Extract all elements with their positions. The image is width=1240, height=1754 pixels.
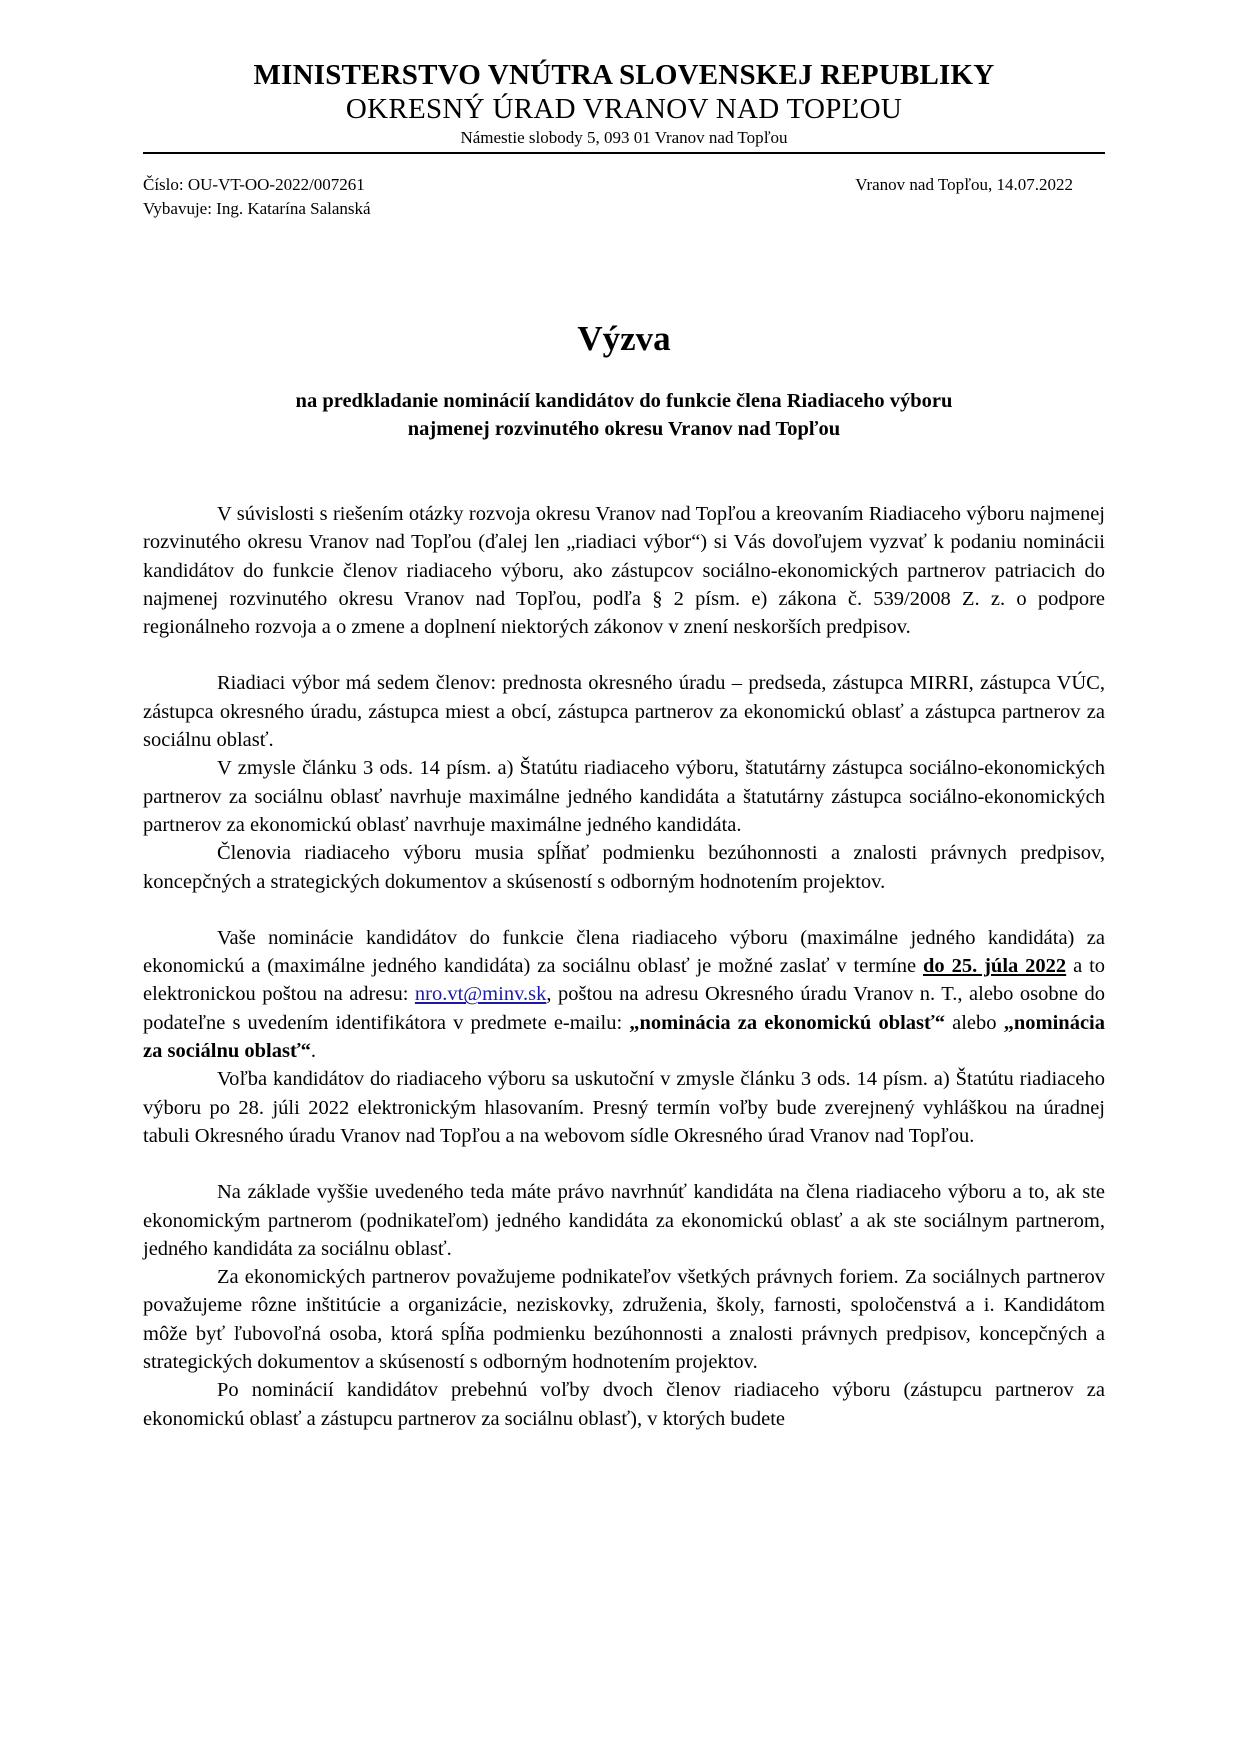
paragraph-8: Za ekonomických partnerov považujeme podnikateľov všetkých právnych foriem. Za sociálnych partnerov považujeme rôzne inštitúcie a organizácie, neziskovky, združenia, školy, farnosti, spoločenstvá a i. Kandidátom môže byť ľubovoľná osoba, ktorá spĺňa podmienku bezúhonnosti a znalosti právnych predpisov, koncepčných a strategických dokumentov a skúseností s odborným hodnotením projektov. (143, 1266, 1105, 1374)
ministry-name: MINISTERSTVO VNÚTRA SLOVENSKEJ REPUBLIKY (253, 59, 995, 91)
document-title: Výzva (577, 319, 671, 358)
document-subtitle (143, 387, 1105, 443)
subtitle-line-2: najmenej rozvinutého okresu Vranov nad Topľou (407, 418, 841, 440)
paragraph-5-text-a: Vaše nominácie kandidátov do funkcie člena riadiaceho výboru (maximálne jedného kandidáta) za ekonomickú a (maximálne jedného kandidáta) za sociálnu oblasť je možné zaslať v termíne (143, 926, 1105, 978)
document-meta (143, 173, 1105, 221)
letterhead (143, 58, 1105, 149)
paragraph-7: Na základe vyššie uvedeného teda máte právo navrhnúť kandidáta na člena riadiaceho výboru a to, ak ste ekonomickým partnerom (podnikateľom) jedného kandidáta za ekonomickú oblasť a ak ste sociálnym partnerom, jedného kandidáta za sociálnu oblasť. (143, 1181, 1105, 1260)
paragraph-5-text-b: a to elektronickou poštou na adresu: (143, 955, 1106, 1006)
paragraph-2: Riadiaci výbor má sedem členov: prednosta okresného úradu – predseda, zástupca MIRRI, zástupca VÚC, zástupca okresného úradu, zástupca miest a obcí, zástupca partnerov za ekonomickú oblasť a zástupca partnerov za sociálnu oblasť. (143, 672, 1105, 752)
office-address: Námestie slobody 5, 093 01 Vranov nad Topľou (460, 128, 788, 147)
handled-by: Vybavuje: Ing. Katarína Salanská (143, 199, 371, 218)
reference-number: Číslo: OU-VT-OO-2022/007261 (143, 175, 365, 194)
paragraph-6: Voľba kandidátov do riadiaceho výboru sa uskutoční v zmysle článku 3 ods. 14 písm. a) Štatútu riadiaceho výboru po 28. júli 2022 elektronickým hlasovaním. Presný termín voľby bude zverejnený vyhláškou na úradnej tabuli Okresného úradu Vranov nad Topľou a na webovom sídle Okresného úrad Vranov nad Topľou. (143, 1068, 1105, 1147)
place-and-date: Vranov nad Topľou, 14.07.2022 (855, 175, 1073, 194)
paragraph-5-text-e: . (310, 1040, 316, 1063)
paragraph-5-text-d: alebo (944, 1011, 1004, 1034)
paragraph-4: Členovia riadiaceho výboru musia spĺňať podmienku bezúhonnosti a znalosti právnych predpisov, koncepčných a strategických dokumentov a skúseností s odborným hodnotením projektov. (143, 842, 1105, 893)
submission-deadline: do 25. júla 2022 (923, 955, 1067, 978)
document-body (143, 500, 1105, 1433)
paragraph-3: V zmysle článku 3 ods. 14 písm. a) Štatútu riadiaceho výboru, štatutárny zástupca sociálno-ekonomických partnerov za sociálnu oblasť navrhuje maximálne jedného kandidáta a štatutárny zástupca sociálno-ekonomických partnerov za ekonomickú oblasť navrhuje maximálne jedného kandidáta. (143, 757, 1105, 836)
document-page (143, 0, 1105, 1433)
identifier-social: „nominácia za sociálnu oblasť“ (143, 1011, 1105, 1063)
email-link[interactable]: nro.vt@minv.sk (414, 983, 547, 1006)
subtitle-line-1: na predkladanie nominácií kandidátov do funkcie člena Riadiaceho výboru (295, 390, 953, 412)
paragraph-1: V súvislosti s riešením otázky rozvoja okresu Vranov nad Topľou a kreovaním Riadiaceho výboru najmenej rozvinutého okresu Vranov nad Topľou (ďalej len „riadiaci výbor“) si Vás dovoľujem vyzvať k podaniu nominácii kandidátov do funkcie členov riadiaceho výboru, ako zástupcov sociálno-ekonomických partnerov patriacich do najmenej rozvinutého okresu Vranov nad Topľou, podľa § 2 písm. e) zákona č. 539/2008 Z. z. o podpore regionálneho rozvoja a o zmene a doplnení niektorých zákonov v znení neskorších predpisov. (143, 503, 1105, 639)
paragraph-9: Po nominácií kandidátov prebehnú voľby dvoch členov riadiaceho výboru (zástupcu partnerov za ekonomickú oblasť a zástupcu partnerov za sociálnu oblasť), v ktorých budete (143, 1379, 1105, 1430)
letterhead-divider (143, 152, 1105, 154)
office-name: OKRESNÝ ÚRAD VRANOV NAD TOPĽOU (345, 93, 903, 125)
paragraph-5 (143, 924, 1105, 1065)
paragraph-5-text-c: , poštou na adresu Okresného úradu Vranov n. T., alebo osobne do podateľne s uvedením identifikátora v predmete e-mailu: (143, 983, 1105, 1034)
identifier-economic: „nominácia za ekonomickú oblasť“ (629, 1011, 945, 1034)
